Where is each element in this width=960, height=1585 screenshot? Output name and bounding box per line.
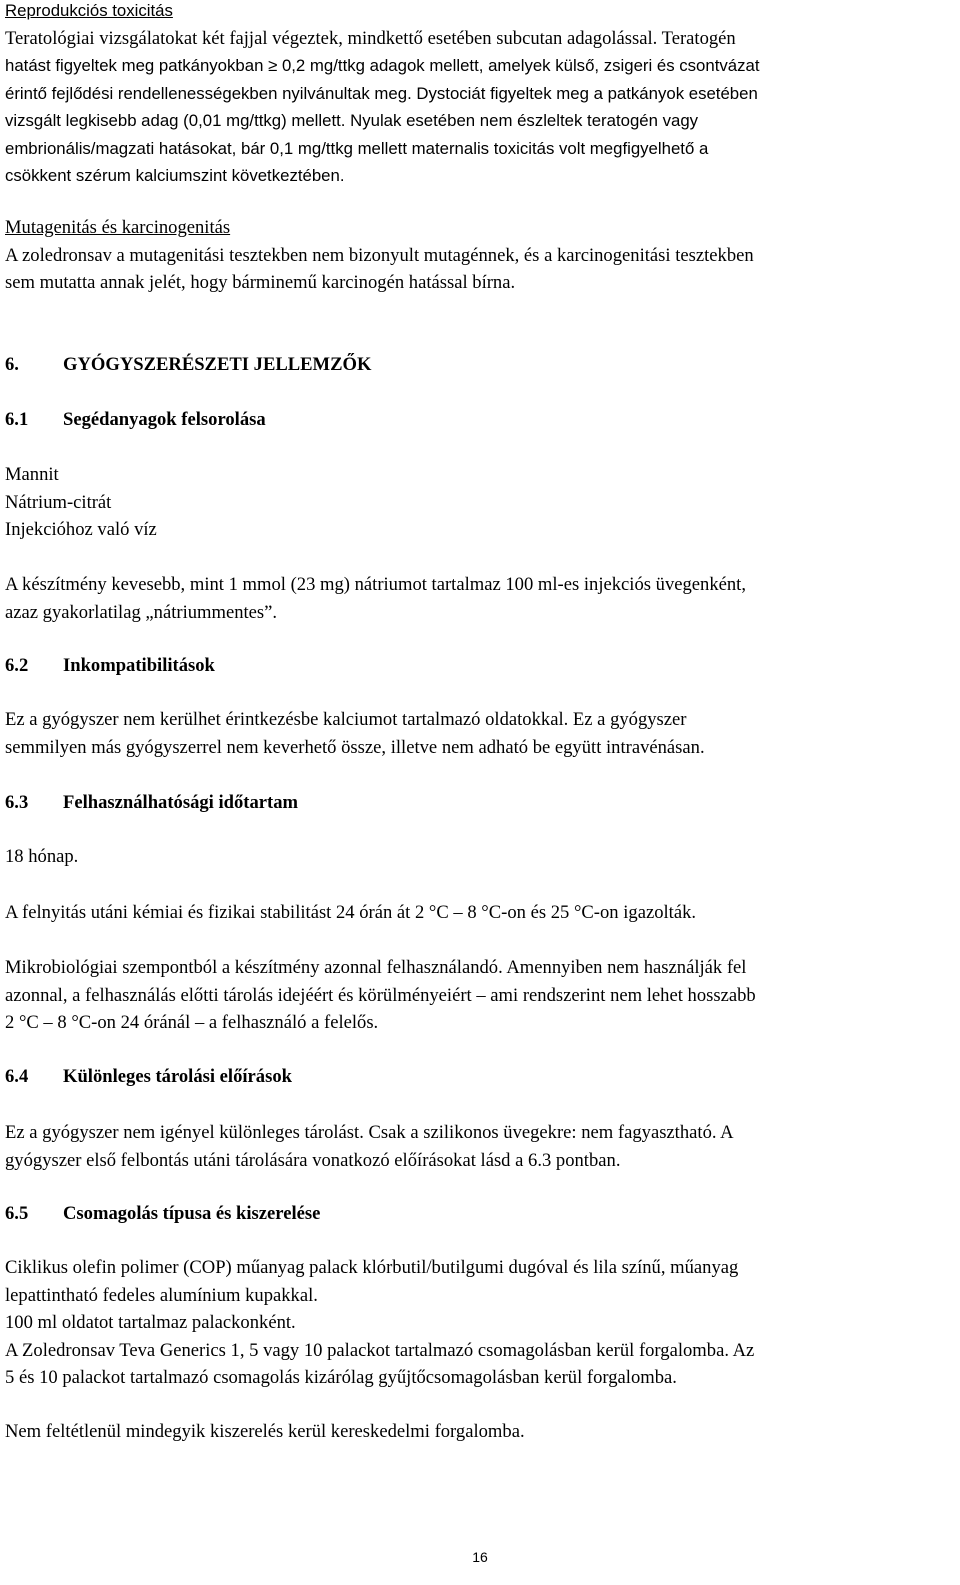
section-6-2-line-1: Ez a gyógyszer nem kerülhet érintkezésbe kalciumot tartalmazó oldatokkal. Ez a gyógyszer	[5, 709, 687, 730]
section-6-1-heading	[5, 406, 950, 434]
microbiology-line-3: 2 °C – 8 °C-on 24 óránál – a felhasználó a felelős.	[5, 1012, 379, 1033]
reprotox-line-6: csökkent szérum kalciumszint következtében.	[5, 166, 345, 185]
section-6-1-number: 6.1	[5, 409, 29, 430]
reprotox-title: Reprodukciós toxicitás	[5, 1, 173, 20]
reprotox-section	[5, 0, 950, 190]
reprotox-line-2: hatást figyeltek meg patkányokban ≥ 0,2 mg/ttkg adagok mellett, amelyek külső, zsigeri és csontvázat	[5, 56, 760, 75]
section-6-5-title: Csomagolás típusa és kiszerelése	[63, 1203, 321, 1224]
shelf-life-value: 18 hónap.	[5, 846, 79, 867]
section-6-3-title: Felhasználhatósági időtartam	[63, 792, 299, 813]
section-6-2-body	[5, 706, 950, 761]
sodium-note-line-2: azaz gyakorlatilag „nátriummentes”.	[5, 601, 278, 623]
mutagen-line-2: sem mutatta annak jelét, hogy bárminemű karcinogén hatással bírna.	[5, 272, 516, 293]
marketing-note-line: Nem feltétlenül mindegyik kiszerelés kerül kereskedelmi forgalomba.	[5, 1421, 525, 1442]
section-6-4-number: 6.4	[5, 1066, 29, 1087]
excipient-item: Injekcióhoz való víz	[5, 519, 157, 540]
mutagen-title: Mutagenitás és karcinogenitás	[5, 217, 231, 238]
reprotox-line-1: Teratológiai vizsgálatokat két fajjal végeztek, mindkettő esetében subcutan adagolással. Teratogén	[5, 27, 736, 49]
reprotox-line-4: vizsgált legkisebb adag (0,01 mg/ttkg) mellett. Nyulak esetében nem észleltek teratogén vagy	[5, 111, 699, 130]
microbiology-line-1: Mikrobiológiai szempontból a készítmény azonnal felhasználandó. Amennyiben nem használják fel	[5, 957, 747, 978]
page-number: 16	[472, 1549, 488, 1565]
excipient-list	[5, 461, 950, 544]
section-6-2-line-2: semmilyen más gyógyszerrel nem keverhető össze, illetve nem adható be együtt intravénásan.	[5, 736, 705, 758]
sodium-note	[5, 571, 950, 626]
section-6-5-line-1: Ciklikus olefin polimer (COP) műanyag palack klórbutil/butilgumi dugóval és lila színű, műanyag	[5, 1257, 739, 1278]
shelf-life-duration	[5, 843, 950, 871]
sodium-note-line-1: A készítmény kevesebb, mint 1 mmol (23 mg) nátriumot tartalmaz 100 ml-es injekciós üvegenként,	[5, 574, 746, 595]
reprotox-line-5: embrionális/magzati hatásokat, bár 0,1 mg/ttkg mellett maternalis toxicitás volt megfigyelhető a	[5, 138, 709, 158]
section-6-heading	[5, 351, 950, 379]
stability-line: A felnyitás utáni kémiai és fizikai stabilitást 24 órán át 2 °C – 8 °C-on és 25 °C-on igazolták.	[5, 902, 697, 923]
section-6-5-line-4: A Zoledronsav Teva Generics 1, 5 vagy 10 palackot tartalmazó csomagolásban kerül forgalomba. Az	[5, 1339, 755, 1361]
section-6-number: 6.	[5, 354, 19, 375]
section-6-title: GYÓGYSZERÉSZETI JELLEMZŐK	[63, 354, 372, 375]
section-6-4-line-2: gyógyszer első felbontás utáni tárolására vonatkozó előírásokat lásd a 6.3 pontban.	[5, 1149, 621, 1171]
microbiology-note	[5, 954, 950, 1037]
section-6-2-title: Inkompatibilitások	[63, 655, 215, 676]
section-6-2-number: 6.2	[5, 655, 29, 676]
section-6-5-line-5: 5 és 10 palackot tartalmazó csomagolás kizárólag gyűjtőcsomagolásban kerül forgalomba.	[5, 1367, 677, 1388]
section-6-3-heading	[5, 789, 950, 817]
section-6-5-number: 6.5	[5, 1203, 29, 1224]
section-6-4-body	[5, 1119, 950, 1174]
section-6-1-title: Segédanyagok felsorolása	[63, 409, 266, 430]
section-6-4-heading	[5, 1063, 950, 1091]
section-6-2-heading	[5, 652, 950, 680]
mutagen-line-1: A zoledronsav a mutagenitási tesztekben nem bizonyult mutagénnek, és a karcinogenitási tesztekben	[5, 244, 754, 266]
excipient-item: Nátrium-citrát	[5, 491, 112, 513]
section-6-5-line-3: 100 ml oldatot tartalmaz palackonként.	[5, 1312, 296, 1333]
section-6-5-line-2: lepattintható fedeles alumínium kupakkal.	[5, 1284, 318, 1306]
mutagen-section	[5, 214, 950, 297]
excipient-item: Mannit	[5, 464, 59, 485]
section-6-4-line-1: Ez a gyógyszer nem igényel különleges tárolást. Csak a szilikonos üvegekre: nem fagyasztható. A	[5, 1122, 734, 1143]
marketing-note	[5, 1418, 950, 1446]
section-6-5-body	[5, 1254, 950, 1392]
stability-note	[5, 899, 950, 927]
section-6-4-title: Különleges tárolási előírások	[63, 1066, 292, 1087]
section-6-3-number: 6.3	[5, 792, 29, 813]
section-6-5-heading	[5, 1200, 950, 1228]
microbiology-line-2: azonnal, a felhasználás előtti tárolás idejéért és körülményeiért – ami rendszerint nem lehet hosszabb	[5, 984, 756, 1006]
reprotox-line-3: érintő fejlődési rendellenességekben nyilvánultak meg. Dystociát figyeltek meg a patkányok esetében	[5, 83, 758, 103]
